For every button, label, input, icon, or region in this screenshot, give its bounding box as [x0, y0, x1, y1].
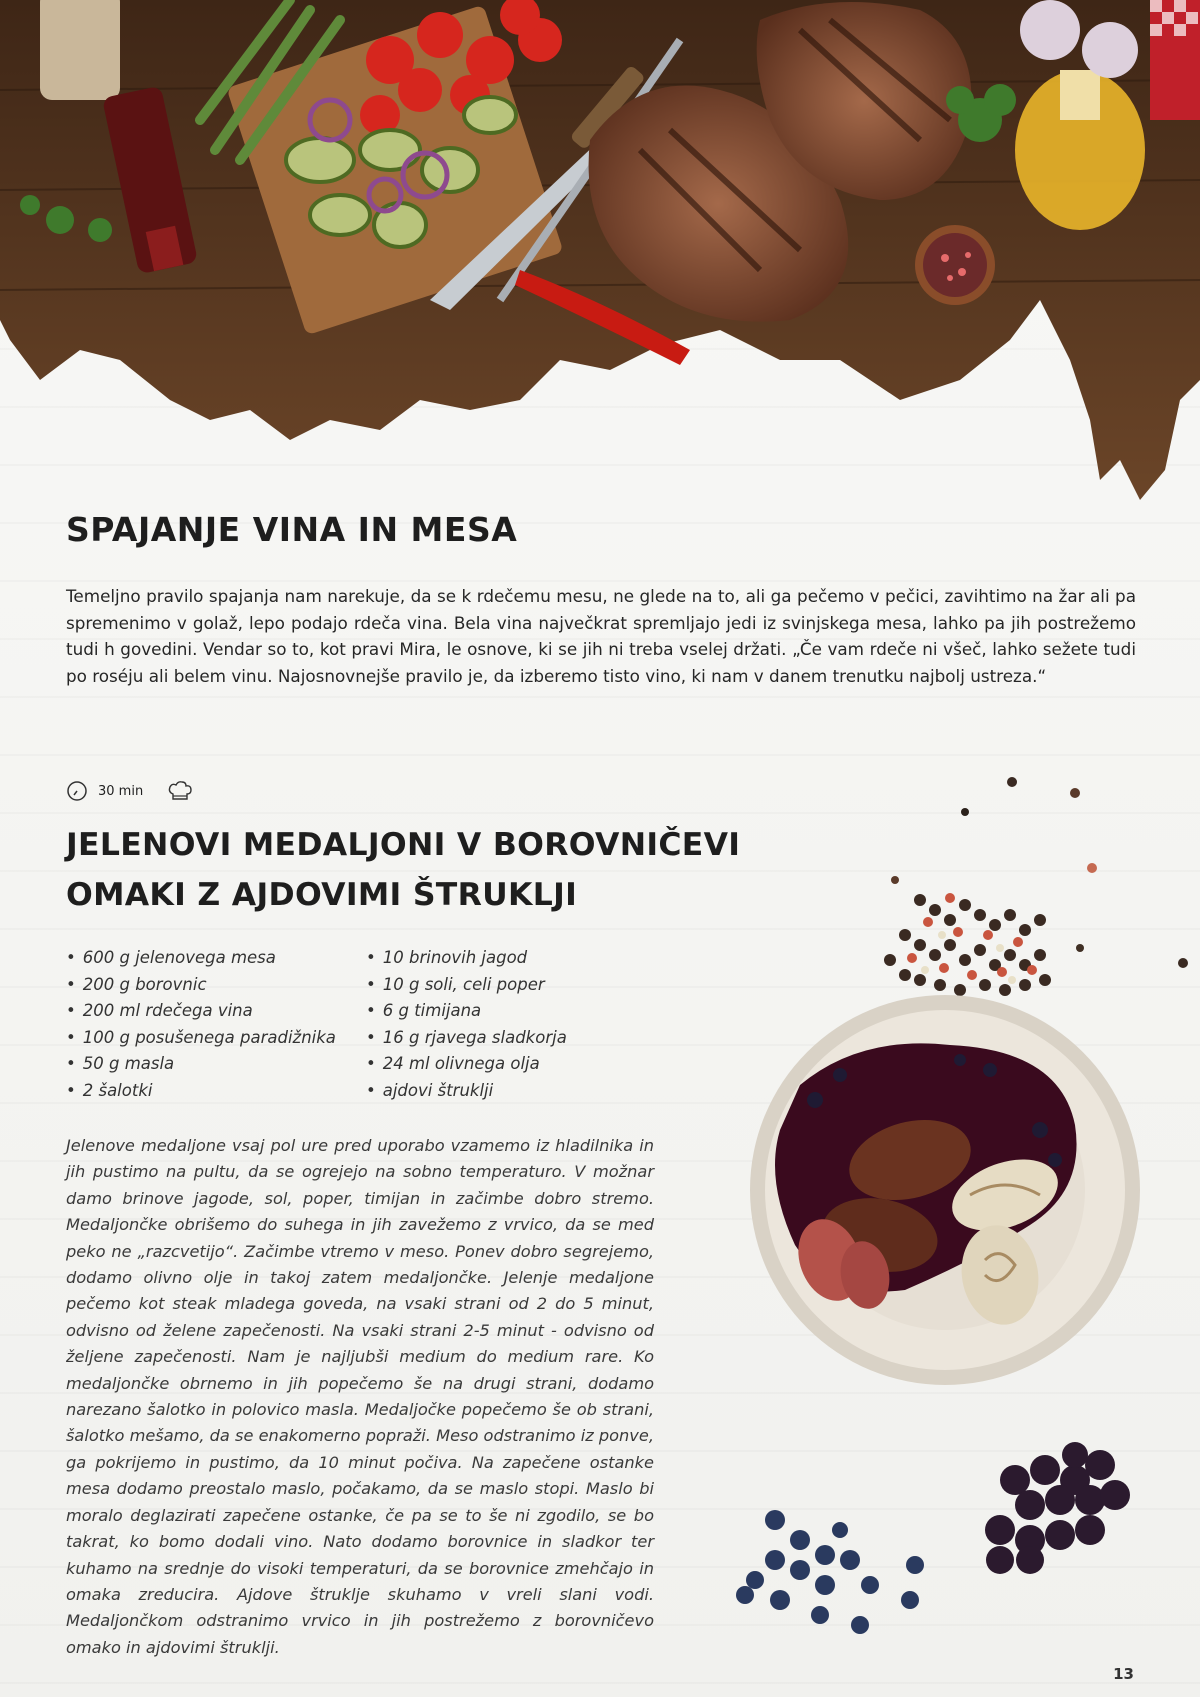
recipe-meta — [66, 780, 193, 802]
peppercorns — [884, 777, 1188, 996]
sauce-blueberries — [807, 1054, 1062, 1218]
recipe-title — [66, 820, 740, 920]
buckwheat-strukli — [942, 1146, 1067, 1331]
ingredient-item: • 50 g masla — [66, 1051, 336, 1078]
grapes — [985, 1442, 1130, 1574]
section-title: SPAJANJE VINA IN MESA — [66, 510, 518, 549]
ingredient-item: • 200 g borovnic — [66, 972, 336, 999]
tablecloth — [1150, 0, 1200, 120]
ingredient-item: • 10 brinovih jagod — [366, 945, 567, 972]
chef-hat-icon — [167, 780, 193, 802]
loose-blueberries — [736, 1510, 924, 1634]
ingredient-item: • 16 g rjavega sladkorja — [366, 1025, 567, 1052]
ingredients-list — [366, 945, 567, 1105]
recipe-title-line: JELENOVI MEDALJONI V BOROVNIČEVI — [66, 827, 741, 863]
ingredient-item: • 100 g posušenega paradižnika — [66, 1025, 336, 1052]
ingredient-item: • 10 g soli, celi poper — [366, 972, 567, 999]
ingredient-item: • 24 ml olivnega olja — [366, 1051, 567, 1078]
plate — [750, 995, 1140, 1385]
hero-food-photo — [0, 0, 1200, 520]
ingredient-item: • 200 ml rdečega vina — [66, 998, 336, 1025]
ingredient-item: • 6 g timijana — [366, 998, 567, 1025]
blueberry-sauce — [775, 1043, 1077, 1291]
method-paragraph: Jelenove medaljone vsaj pol ure pred uporabo vzamemo iz hladilnika in jih pustimo na pultu, da se ogrejejo na sobno temperaturo. V možnar damo brinove jagode, sol, poper, timijan in začimbe dobro stremo. Medaljončke obrišemo do suhega in jih zavežemo z vrvico, da se med peko ne „razcvetijo“. Začimbe vtremo v meso. Ponev dobro segrejemo, dodamo olivno olje in takoj zatem medaljončke. Jelenje medaljone pečemo kot steak mladega goveda, na vsaki strani od 2 do 5 minut, odvisno od želene zapečenosti. Na vsaki strani 2-5 minut - odvisno od željene zapečenosti. Nam je najljubši medium do medium rare. Ko medaljončke obrnemo in jih popečemo še na drugi strani, dodamo narezano šalotko in polovico masla. Medaljočke popečemo še ob strani, šalotko mešamo, da se enakomerno popraži. Meso odstranimo iz ponve, ga pokrijemo in pustimo, da 10 minut počiva. Na zapečene ostanke mesa dodamo preostalo maslo, počakamo, da se maslo stopi. Maslo bi moralo deglazirati zapečene ostanke, če pa se to še ni zgodilo, se bo takrat, ko bomo dodali vino. Nato dodamo borovnice in sladkor ter kuhamo na srednje do visoki temperaturi, da se borovnice zmehčajo in omaka zreducira. Ajdove štruklje skuhamo v vreli slani vodi. Medaljončkom odstranimo vrvico in jih postrežemo z borovničevo omako in ajdovimi štruklji. — [66, 1136, 654, 1657]
pepper-bowl — [915, 225, 995, 305]
recipe-title-line: OMAKI Z AJDOVIMI ŠTRUKLJI — [66, 877, 578, 913]
intro-paragraph: Temeljno pravilo spajanja nam narekuje, da se k rdečemu mesu, ne glede na to, ali ga pečemo v pečici, zavihtimo na žar ali pa spremenimo v golaž, lepo podajo rdeča vina. Bela vina največkrat spremljajo jedi iz svinjskega mesa, lahko pa jih postrežemo tudi h govedini. Vendar so to, kot pravi Mira, le osnove, ki se jih ni treba vselej držati. „Če vam rdeče ni všeč, lahko sežete tudi po roséju ali belem vinu. Najosnovnejše pravilo je, da izberemo tisto vino, ki nam v danem trenutku najbolj ustreza.“ — [66, 586, 1136, 686]
venison-medallions — [787, 1107, 979, 1312]
clock-icon — [66, 780, 88, 802]
ingredient-item: • 2 šalotki — [66, 1078, 336, 1105]
prep-time: 30 min — [98, 783, 144, 799]
page-number: 13 — [1113, 1665, 1134, 1683]
oil-bottle — [1015, 70, 1145, 230]
ingredient-item: • ajdovi štruklji — [366, 1078, 567, 1105]
ingredient-item: • 600 g jelenovega mesa — [66, 945, 336, 972]
ingredients-list — [66, 945, 336, 1105]
